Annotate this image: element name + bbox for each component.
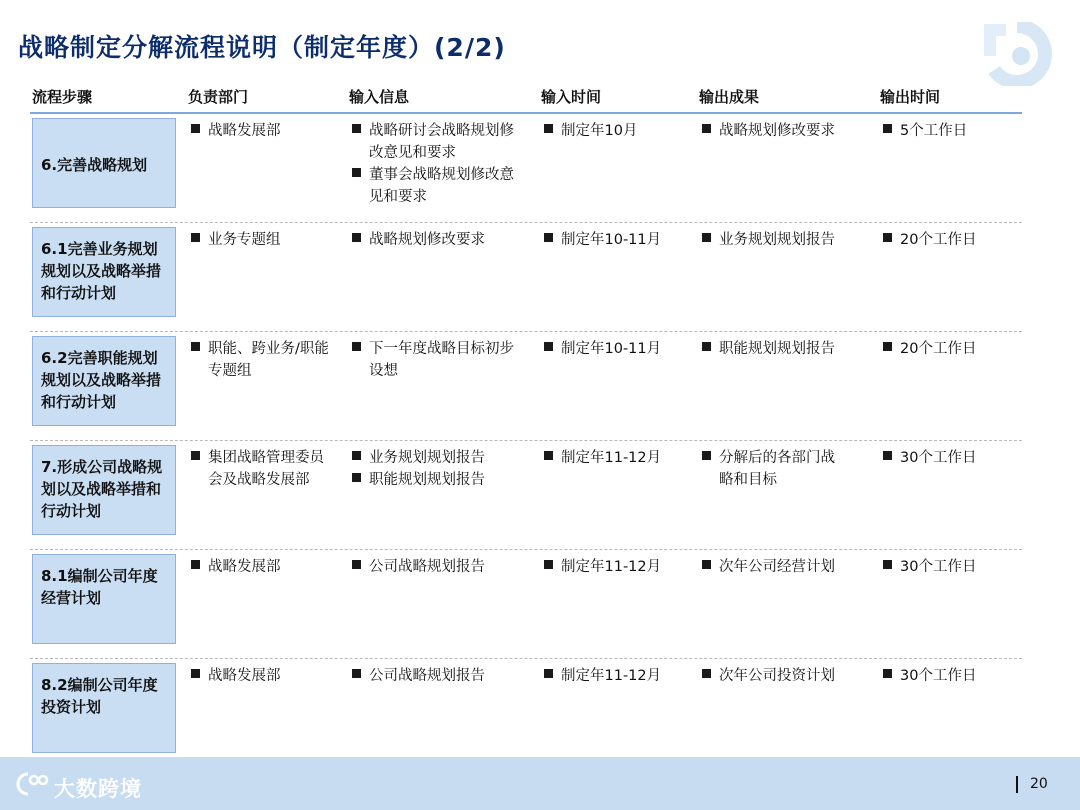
square-bullet-icon [702, 669, 711, 678]
column-header-step: 流程步骤 [32, 88, 93, 106]
output-time-cell [880, 447, 1020, 469]
process-step-box [32, 663, 176, 753]
square-bullet-icon [883, 669, 892, 678]
bullet-text: 下一年度战略目标初步设想 [369, 341, 514, 379]
page-number: 20 [1030, 776, 1048, 792]
bullet-text: 30个工作日 [900, 450, 977, 466]
page-title: 战略制定分解流程说明（制定年度）(2/2) [18, 33, 506, 62]
input-cell [349, 120, 521, 208]
process-step-label: 7.形成公司战略规划以及战略举措和行动计划 [41, 458, 163, 520]
bullet-item [349, 229, 521, 251]
square-bullet-icon [544, 233, 553, 242]
bullet-text: 制定年11-12月 [561, 668, 662, 684]
input-cell [349, 447, 521, 491]
column-header-output-time: 输出时间 [880, 88, 941, 106]
bullet-text: 战略发展部 [208, 668, 281, 684]
bullet-item [188, 229, 338, 251]
square-bullet-icon [191, 124, 200, 133]
output-cell [699, 120, 839, 142]
input-time-cell [541, 120, 691, 142]
process-step-label: 6.2完善职能规划规划以及战略举措和行动计划 [41, 349, 162, 411]
bullet-text: 战略规划修改要求 [719, 123, 835, 139]
dept-cell [188, 665, 338, 687]
bullet-item [699, 665, 839, 687]
bullet-text: 制定年11-12月 [561, 450, 662, 466]
square-bullet-icon [352, 124, 361, 133]
process-step-box [32, 336, 176, 426]
output-cell [699, 338, 839, 360]
column-header-input-time: 输入时间 [541, 88, 602, 106]
bullet-text: 业务专题组 [208, 232, 281, 248]
bullet-item [699, 120, 839, 142]
bullet-text: 次年公司经营计划 [719, 559, 835, 575]
bullet-item [541, 120, 691, 142]
bullet-text: 职能、跨业务/职能专题组 [208, 341, 329, 379]
bullet-text: 公司战略规划报告 [369, 559, 485, 575]
square-bullet-icon [544, 124, 553, 133]
bullet-text: 董事会战略规划修改意见和要求 [369, 167, 514, 205]
square-bullet-icon [883, 342, 892, 351]
square-bullet-icon [352, 669, 361, 678]
bullet-text: 制定年10-11月 [561, 341, 662, 357]
bullet-item [188, 338, 338, 382]
bullet-item [880, 229, 1020, 251]
bullet-item [541, 556, 691, 578]
bullet-item [349, 164, 521, 208]
output-time-cell [880, 229, 1020, 251]
bullet-text: 公司战略规划报告 [369, 668, 485, 684]
output-cell [699, 229, 839, 251]
watermark-icon [14, 770, 50, 798]
square-bullet-icon [702, 342, 711, 351]
bullet-item [880, 665, 1020, 687]
square-bullet-icon [544, 669, 553, 678]
input-time-cell [541, 229, 691, 251]
bullet-item [541, 338, 691, 360]
process-step-label: 8.1编制公司年度经营计划 [41, 567, 158, 607]
output-time-cell [880, 120, 1020, 142]
bullet-text: 职能规划规划报告 [369, 472, 485, 488]
bullet-item [349, 447, 521, 469]
bullet-text: 战略研讨会战略规划修改意见和要求 [369, 123, 514, 161]
table-header [30, 86, 1022, 114]
square-bullet-icon [883, 451, 892, 460]
bullet-item [699, 229, 839, 251]
watermark-text: 大数跨境 [54, 777, 142, 801]
bullet-text: 次年公司投资计划 [719, 668, 835, 684]
output-cell [699, 447, 839, 491]
bullet-text: 集团战略管理委员会及战略发展部 [208, 450, 324, 488]
input-cell [349, 338, 521, 382]
bullet-item [699, 447, 839, 491]
square-bullet-icon [702, 560, 711, 569]
square-bullet-icon [702, 124, 711, 133]
bullet-text: 30个工作日 [900, 559, 977, 575]
column-header-dept: 负责部门 [188, 88, 249, 106]
bullet-text: 制定年10-11月 [561, 232, 662, 248]
brand-logo [982, 22, 1052, 86]
bullet-text: 5个工作日 [900, 123, 968, 139]
dept-cell [188, 556, 338, 578]
bullet-text: 业务规划规划报告 [719, 232, 835, 248]
square-bullet-icon [191, 669, 200, 678]
table-row [30, 659, 1022, 768]
square-bullet-icon [544, 451, 553, 460]
square-bullet-icon [352, 473, 361, 482]
bullet-item [188, 447, 338, 491]
table-row [30, 223, 1022, 332]
bullet-text: 30个工作日 [900, 668, 977, 684]
input-cell [349, 229, 521, 251]
input-time-cell [541, 665, 691, 687]
process-step-label: 6.1完善业务规划规划以及战略举措和行动计划 [41, 240, 162, 302]
output-time-cell [880, 556, 1020, 578]
process-step-label: 6.完善战略规划 [41, 156, 148, 174]
bullet-text: 20个工作日 [900, 341, 977, 357]
bullet-item [880, 120, 1020, 142]
dept-cell [188, 120, 338, 142]
bullet-item [349, 338, 521, 382]
square-bullet-icon [352, 451, 361, 460]
bullet-text: 战略发展部 [208, 559, 281, 575]
input-time-cell [541, 338, 691, 360]
bullet-item [699, 556, 839, 578]
square-bullet-icon [191, 451, 200, 460]
square-bullet-icon [352, 168, 361, 177]
bullet-text: 制定年10月 [561, 123, 638, 139]
bullet-item [188, 120, 338, 142]
table-row [30, 550, 1022, 659]
square-bullet-icon [702, 451, 711, 460]
square-bullet-icon [352, 233, 361, 242]
input-time-cell [541, 447, 691, 469]
square-bullet-icon [352, 342, 361, 351]
square-bullet-icon [883, 233, 892, 242]
output-time-cell [880, 665, 1020, 687]
bullet-item [188, 556, 338, 578]
bullet-item [349, 556, 521, 578]
square-bullet-icon [352, 560, 361, 569]
process-step-box [32, 554, 176, 644]
footer-bar [0, 757, 1080, 810]
process-step-box [32, 227, 176, 317]
column-header-input: 输入信息 [349, 88, 410, 106]
square-bullet-icon [544, 560, 553, 569]
input-cell [349, 665, 521, 687]
process-step-box [32, 445, 176, 535]
square-bullet-icon [883, 560, 892, 569]
square-bullet-icon [883, 124, 892, 133]
bullet-text: 业务规划规划报告 [369, 450, 485, 466]
bullet-item [541, 447, 691, 469]
bullet-item [880, 447, 1020, 469]
bullet-item [699, 338, 839, 360]
output-time-cell [880, 338, 1020, 360]
bullet-item [349, 469, 521, 491]
square-bullet-icon [544, 342, 553, 351]
bullet-text: 制定年11-12月 [561, 559, 662, 575]
bullet-text: 20个工作日 [900, 232, 977, 248]
square-bullet-icon [191, 342, 200, 351]
dept-cell [188, 229, 338, 251]
bullet-item [541, 665, 691, 687]
table-row [30, 114, 1022, 223]
square-bullet-icon [191, 233, 200, 242]
bullet-item [880, 556, 1020, 578]
table-row [30, 441, 1022, 550]
bullet-text: 战略规划修改要求 [369, 232, 485, 248]
table-row [30, 332, 1022, 441]
bullet-item [349, 120, 521, 164]
bullet-text: 职能规划规划报告 [719, 341, 835, 357]
column-header-output: 输出成果 [699, 88, 760, 106]
bullet-item [541, 229, 691, 251]
bullet-item [880, 338, 1020, 360]
bullet-text: 战略发展部 [208, 123, 281, 139]
page-divider [1016, 776, 1018, 793]
output-cell [699, 556, 839, 578]
process-step-box [32, 118, 176, 208]
square-bullet-icon [702, 233, 711, 242]
square-bullet-icon [191, 560, 200, 569]
input-time-cell [541, 556, 691, 578]
output-cell [699, 665, 839, 687]
bullet-text: 分解后的各部门战略和目标 [719, 450, 835, 488]
dept-cell [188, 447, 338, 491]
process-step-label: 8.2编制公司年度投资计划 [41, 676, 158, 716]
bullet-item [188, 665, 338, 687]
input-cell [349, 556, 521, 578]
bullet-item [349, 665, 521, 687]
dept-cell [188, 338, 338, 382]
